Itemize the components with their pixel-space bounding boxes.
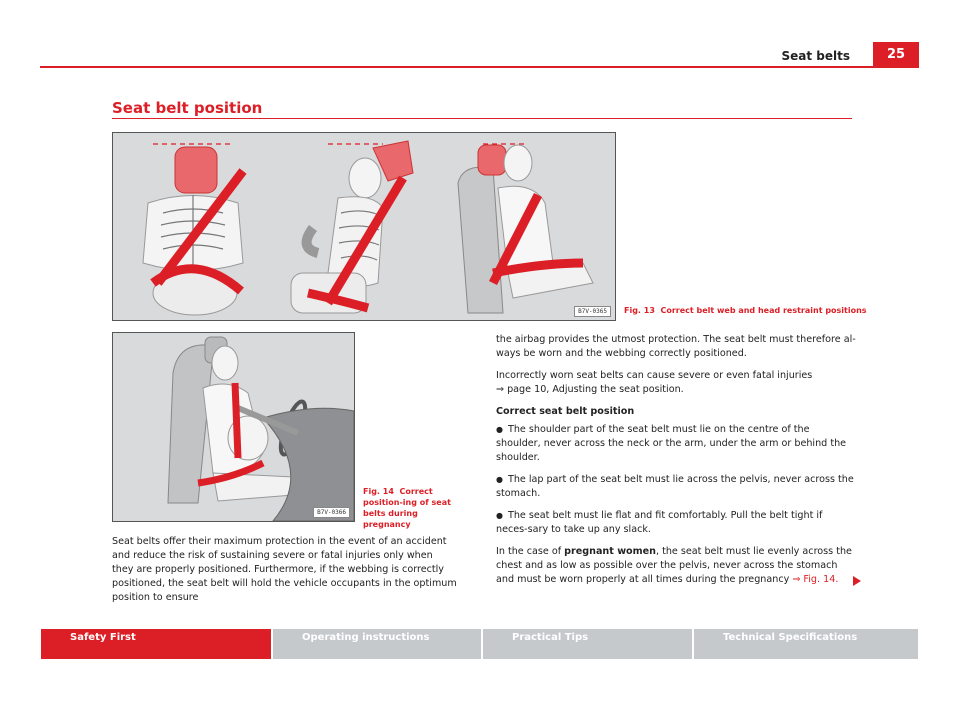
page-heading: Seat belt position (112, 99, 263, 117)
page-reference-link[interactable]: ⇒ page 10, Adjusting the seat position. (496, 384, 684, 395)
warning-text: Incorrectly worn seat belts can cause severe or even fatal injuries (496, 370, 813, 381)
figure-13-caption (624, 306, 867, 315)
pregnancy-text-pre: In the case of (496, 546, 565, 557)
correct-position-subheading: Correct seat belt position (496, 406, 635, 417)
figure-14-caption-text: Correct position-ing of seat belts during pregnancy (363, 487, 451, 529)
footer-tab-operating-instructions[interactable]: Operating instructions (273, 629, 481, 659)
footer-tab-technical-specifications[interactable]: Technical Specifications (694, 629, 918, 659)
continuation-paragraph: the airbag provides the utmost protection. The seat belt must therefore al-ways be worn and the webbing correctly positioned. (496, 334, 856, 359)
pregnancy-text-post: , the seat belt must lie evenly across the chest and as low as possible over the pelvis, never across the stomach and must be worn properly at all times during the pregnancy (496, 546, 852, 585)
pregnant-women-bold: pregnant women (564, 546, 656, 557)
figure-13-code: B7V-0365 (574, 306, 611, 317)
warning-paragraph (496, 369, 856, 397)
intro-paragraph: Seat belts offer their maximum protection in the event of an accident and reduce the risk of sustaining severe or fatal injuries only when they are properly positioned. Furthermore, if the webbing is correctly positioned, the seat belt will hold the vehicle occupants in the optimum position to ensure (112, 536, 457, 603)
figure-13-label: Fig. 13 (624, 306, 655, 315)
pregnancy-belt-drawing (113, 333, 354, 521)
figure-14-illustration (112, 332, 355, 522)
footer-tab-safety-first[interactable]: Safety First (41, 629, 271, 659)
heading-rule (112, 118, 852, 119)
pregnancy-paragraph (496, 545, 856, 587)
figure-13-caption-text: Correct belt web and head restraint positions (660, 306, 867, 315)
right-column (496, 333, 856, 595)
page-number: 25 (873, 42, 919, 68)
header-rule (40, 66, 918, 68)
figure-13-illustration (112, 132, 616, 321)
figure-14-label: Fig. 14 (363, 487, 394, 496)
bullet-item: ● The lap part of the seat belt must lie across the pelvis, never across the stomach. (496, 473, 856, 501)
figure-14-link[interactable]: ⇒ Fig. 14. (792, 574, 839, 585)
figure-14-caption (363, 486, 468, 530)
bullet-item: ● The seat belt must lie flat and fit comfortably. Pull the belt tight if neces-sary to take up any slack. (496, 509, 856, 537)
continue-arrow-icon (853, 576, 861, 586)
footer-tab-practical-tips[interactable]: Practical Tips (483, 629, 692, 659)
seat-belt-positions-drawing (113, 133, 615, 320)
bullet-item: ● The shoulder part of the seat belt must lie on the centre of the shoulder, never across the neck or the arm, under the arm or behind the shoulder. (496, 423, 856, 465)
figure-14-code: B7V-0366 (313, 507, 350, 518)
section-title: Seat belts (781, 49, 850, 63)
